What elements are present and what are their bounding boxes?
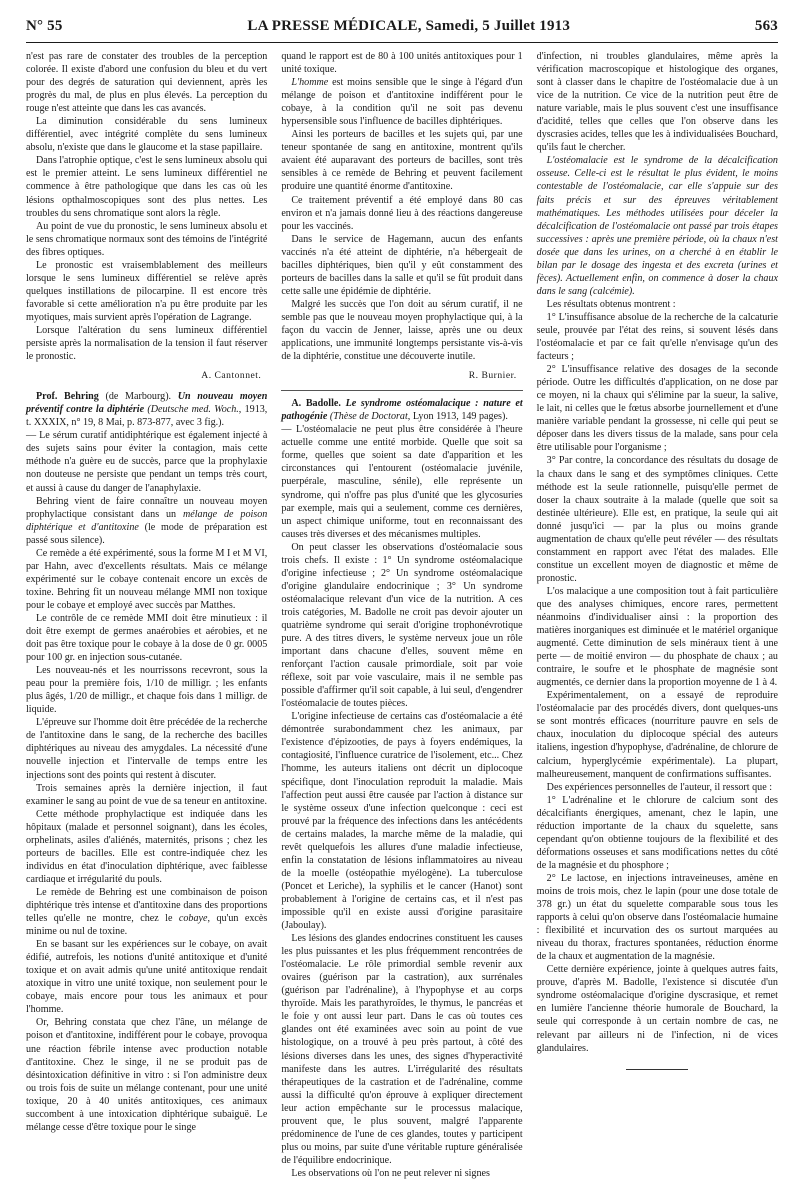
article-reference: , Lyon 1913, 149 pages). [407, 411, 508, 423]
paragraph: Le contrôle de ce remède MMI doit être minutieux : il doit être exempt de germes anaérobies et aérobies, et ne doit pas être toxique pour le cobaye à la dose de 0 gr. 0005 pour 100 gr. en injection sous-cutanée. [26, 612, 268, 664]
article-heading [281, 397, 522, 423]
article-heading [26, 390, 267, 429]
paragraph: L'épreuve sur l'homme doit être précédée de la recherche de l'antitoxine dans le sang, de la recherche des bacilles diphtériques au niveau des amygdales. La nécessité d'une nouvelle injection et l'intervalle de temps entre les injections sont des points qui restent à discuter. [26, 717, 268, 781]
journal-name: LA PRESSE MÉDICALE, [247, 18, 422, 34]
issue-date: Samedi, 5 Juillet 1913 [425, 18, 571, 34]
article-source: (Thèse de Doctorat [327, 411, 408, 423]
journal-title-line [247, 18, 570, 35]
article-reference: , 1913, t. XXXIX, n° 19, 8 Mai, p. 873-877, avec 3 fig.). [26, 404, 268, 429]
paragraph: Or, Behring constata que chez l'âne, un mélange de poison et d'antitoxine, indifférent pour le cobaye, provoqua une réaction fébrile intense avec production notable d'antitoxine. Chez le singe, il ne se produit pas de désintoxication définitive in vitro : si l'on administre deux ou trois fois de suite un mélange contenant, pour une unité toxique, 20 à 40 unités antitoxiques, ces animaux succombent à une intoxication diphtérique subaiguë. Le mélange cesse d'être toxique pour le singe [26, 1017, 268, 1133]
paragraph: L'ostéomalacie est le syndrome de la décalcification osseuse. Celle-ci est le résultat le plus évident, le moins contestable de l'ostéomalacie, car elle s'appuie sur des faits précis et sur des épreuves véritablement mathématiques. Les méthodes utilisées pour déceler la décalcification de l'ostéomalacie ont passé par trois étapes successives : après une première période, où la chaux n'est dosée que dans les urines, on a cherché à en établir le bilan par le dosage des ingesta et des excreta (urines et fèces). Actuellement enfin, on commence à doser la chaux dans le sang (calcémie). [536, 155, 778, 297]
paragraph: Les résultats obtenus montrent : [546, 298, 676, 310]
paragraph: Trois semaines après la dernière injection, il faut examiner le sang au point de vue de sa teneur en antitoxine. [26, 782, 268, 807]
paragraph: L'origine infectieuse de certains cas d'ostéomalacie a été démontrée surabondamment chez les animaux, par l'existence d'épizooties, de pays à foyers endémiques, la contagiosité, l'influence curatrice de l'isolement, etc... Chez l'homme, les auteurs italiens ont décrit un diplocoque spécifique, dont l'inoculation reproduit la maladie. Mais l'affection peut aussi être causée par l'action à distance sur le système osseux d'une infection quelconque : ceci est prouvé par la fréquence des infections dans les antécédents de certains malades, la marche même de la maladie, qui revêt quelquefois les allures d'une maladie infectieuse, enfin la constatation de lésions inflammatoires au niveau de la moelle (ostéopathie myélogène). La tuberculose (Poncet et Leriche), la syphilis et le cancer (Hanot) sont probablement à l'origine de certains cas, et il n'est pas impossible qu'il en existe aussi d'origine parasitaire (Jaboulay). [281, 711, 523, 932]
article-author-location: (de Marbourg). [98, 391, 178, 403]
header-rule [26, 42, 778, 43]
text-run-italic: mélange de poison diphtérique et d'antitoxine [26, 508, 268, 533]
paragraph [26, 886, 267, 938]
paragraph: 1° L'insuffisance absolue de la recherche de la calcaturie seule, prouvée par l'état des reins, si souvent lésés dans l'ostéomalacie et par ce fait qu'elle n'envisage qu'un des facteurs ; [536, 311, 778, 363]
article-columns [26, 50, 778, 1179]
author-signature: A. Cantonnet. [201, 370, 262, 382]
author-signature: R. Burnier. [468, 370, 517, 382]
text-run: Behring vient de faire connaître un nouveau moyen prophylactique consistant dans un [26, 495, 268, 520]
paragraph: — L'ostéomalacie ne peut plus être considérée à l'heure actuelle comme une entité morbide. Quelle que soit sa forme, quelles que soient sa date d'apparition et les circonstances qui l'entourent (ostéomalacie juvénile, puerpérale, masculine, sénile), elle représente un syndrome, qui n'offre pas plus d'unité que les glycosuries par exemple, mais qui a seulement, comme ces dernières, un aspect chimique uniforme, tout en reconnaissant des causes très diverses et des mécanismes multiples. [281, 424, 523, 540]
paragraph: Dans l'atrophie optique, c'est le sens lumineux absolu qui est le premier atteint. Le sens lumineux différentiel ne commence à être pathologique que dans les cas où les lésions opthalmoscopiques sont des plus nettes. Les troubles du sens chromatique sont alors la règle. [26, 155, 268, 219]
end-rule [626, 1069, 688, 1070]
paragraph: Ainsi les porteurs de bacilles et les sujets qui, par une teneur spontanée de sang en antitoxine, montrent qu'ils avaient été auparavant des porteurs de bacilles, sont très sensibles à ce remède de Behring et peuvent facilement produire une quantité énorme d'antitoxine. [281, 129, 523, 193]
paragraph: — Le sérum curatif antidiphtérique est également injecté à des sujets sains pour éviter la contagion, mais cette méthode n'a guère eu de succès, parce que la prophylaxie non douteuse ne persiste que pendant un temps très court, et aussi à cause du danger de l'anaphylaxie. [26, 430, 268, 494]
paragraph: L'os malacique a une composition tout à fait particulière que des analyses chimiques, encore rares, permettent néanmoins d'individualiser ainsi : la proportion des matières inorganiques est diminuée et le matériel organique augmenté. Cette diminution de sels minéraux tient à une perte — de moitié environ — du phosphate de chaux ; au contraire, le soufre et le phosphate de magnésie sont augmentés, ce dernier dans la proportion moyenne de 1 à 4. [536, 585, 778, 689]
paragraph: Les lésions des glandes endocrines constituent les causes les plus puissantes et les plus fréquemment rencontrées de l'ostéomalacie. Le rôle primordial semble revenir aux ovaires (guérison par la castration), aux surrénales (guérison par l'adrénaline), à l'hypophyse et au corps thyroïde. Mais les parathyroïdes, le thymus, le pancréas et le foie y ont aussi leur part. Dans le cas où toutes ces glandes ont été examinées avec soin au point de vue histologique, on a trouvé à peu près partout, à côté des lésions diverses dans les unes, des signes d'hyperactivité manifeste dans les autres. L'irrégularité des résultats thérapeutiques de la castration et de l'adrénaline, comme aussi la difficulté qu'on éprouve à expliquer directement leur action empêchante sur le processus malacique, prouvent que, le plus souvent, malgré l'apparente prédominence de l'une de ces glandes, toutes y participent plus ou moins, par suite d'une véritable rupture généralisée de l'équilibre endocrinique. [281, 933, 523, 1166]
paragraph: 1° L'adrénaline et le chlorure de calcium sont des décalcifiants énergiques, amenant, chez le lapin, une réduction importante de la chaux du squelette, sans cependant qu'on obtienne toujours de la flexibilité et des déformations osseuses et sans modifications nettes du côté de la magnésie et du phosphore ; [536, 794, 778, 871]
paragraph: Ce remède a été expérimenté, sous la forme M I et M VI, par Hahn, avec d'excellents résultats. Mais ce mélange expérimenté sur le cobaye contenait encore un excès de toxine. Behring fit un nouveau mélange MMI non toxique pour le cobaye et employé avec succès par Matthes. [26, 547, 268, 611]
paragraph: Le pronostic est vraisemblablement des meilleurs lorsque le sens lumineux différentiel se relève après quelques instillations de pilocarpine. Il est encore très favorable si cette amélioration n'a pu être produite par les myotiques, mais survient après l'opération de Lagrange. [26, 259, 268, 323]
column-3 [537, 50, 778, 1180]
paragraph: Malgré les succès que l'on doit au sérum curatif, il ne semble pas que le nouveau moyen prophylactique qui, à la façon du vaccin de Jenner, laisse, après une ou deux applications, une immunité longtemps persistante vis-à-vis de la diphtérie, constitue une découverte inutile. [281, 298, 523, 363]
page-number: 563 [754, 18, 778, 34]
text-run-italic: cobaye [178, 913, 208, 925]
paragraph: Lorsque l'altération du sens lumineux différentiel persiste après la normalisation de la tension il faut réserver le pronostic. [26, 324, 268, 363]
text-run: , qu'un excès minime ou nul de toxine. [26, 913, 268, 938]
issue-number: N° 55 [26, 18, 63, 34]
running-head [26, 18, 778, 40]
newspaper-page [26, 18, 778, 1179]
paragraph: On peut classer les observations d'ostéomalacie sous trois chefs. Il existe : 1° Un syndrome ostéomalacique d'origine infectieuse ; 2° Un syndrome ostéomalacique d'origine glandulaire endocrinique ; 3° Un syndrome ostéomalacique relevant d'un vice de la nutrition. A ces trois catégories, M. Badolle ne croit pas devoir ajouter un quatrième syndrome qui serait d'origine trophonévrotique pure. A des titres divers, le système nerveux joue un rôle important dans chacune d'elles, souvent même en renforçant l'action causale primordiale, soit par voie réflexe, soit par voie vasculaire, mais il ne semble pas possible d'affirmer qu'il soit capable, à lui seul, d'engendrer l'ostéomalacie de toutes pièces. [281, 541, 523, 710]
paragraph: Dans le service de Hagemann, aucun des enfants vaccinés n'a été atteint de diphtérie, n'a hébergeait de bacilles diphtériques, bien qu'il y eût constamment des porteurs de bacilles dans la salle et qu'il se fût produit dans cette salle une épidémie de diphtérie. [281, 233, 523, 297]
paragraph: Expérimentalement, on a essayé de reproduire l'ostéomalacie par des procédés divers, dont quelques-uns se sont montrés efficaces (nourriture pauvre en sels de chaux, inoculation du diplocoque spécial des auteurs italiens, ingestion d'hypophyse, d'adrénaline, de chlorure de calcium, hyperglycémie expérimentale). La plupart, malheureusement, manquent de confirmations suffisantes. [536, 690, 778, 780]
paragraph: Des expériences personnelles de l'auteur, il ressort que : [546, 781, 773, 793]
paragraph: Cette méthode prophylactique est indiquée dans les hôpitaux (malade et personnel soignant), dans les écoles, orphelinats, asiles d'aliénés, maternités, prisons ; chez les porteurs de bacilles. Elle est contre-indiquée chez les individus en état d'inoculation diphtérique, avec faiblesse cardiaque et irrégularité du pouls. [26, 808, 268, 885]
article-source: (Deutsche med. Woch. [144, 404, 239, 416]
paragraph: 2° L'insuffisance relative des dosages de la seconde période. Outre les difficultés d'application, on ne dose par ce moyen, ni la chaux qui s'élimine par la sueur, la salive, le lait, ni celles que le fœtus absorbe journellement et d'une manière variable pendant la grossesse, ni celle qui peut se déposer dans les divers tissus de la malade, sans pour cela être utilisable pour l'organisme ; [536, 364, 778, 454]
paragraph: Les observations où l'on ne peut relever ni signes [291, 1167, 490, 1179]
article-author: A. Badolle. [291, 398, 341, 410]
paragraph: Ce traitement préventif a été employé dans 80 cas environ et n'a jamais donné lieu à des réactions dangereuse pour les vaccinés. [281, 194, 523, 232]
paragraph: En se basant sur les expériences sur le cobaye, on avait édifié, autrefois, les notions d'unité antitoxique et d'unité toxique et on avait admis qu'une unité antitoxique rendait atoxique in vitro une unité toxique, non seulement pour le cobaye, mais encore pour tous les animaux et pour l'homme. [26, 939, 268, 1016]
article-title: Un nouveau moyen préventif contre la diphtérie [26, 391, 268, 416]
paragraph: d'infection, ni troubles glandulaires, même après la vérification macroscopique et histologique des organes, sont à classer dans le chapitre de l'ostéomalacie due à un vice de la nutrition. Ce vice de la nutrition peut être de nature variable, mais le plus souvent c'est une insuffisance d'acidité, telles que celles que l'on observe dans les dyscrasies acides, telles que les à individualisées Bouchard, qu'ils faut le chercher. [536, 51, 778, 154]
paragraph: Les nouveau-nés et les nourrissons recevront, sous la peau pour la première fois, 1/10 de milligr. ; les enfants plus âgés, 1/20 de milligr., et chaque fois dans 1 milligr. de liquide. [26, 665, 268, 716]
article-author: Prof. Behring [36, 391, 99, 403]
paragraph [281, 76, 522, 128]
paragraph: n'est pas rare de constater des troubles de la perception colorée. Il existe d'abord une confusion du bleu et du vert pour des degrés de saturation qui deviennent, après les progrès du mal, de plus en plus élevés. La perception du rouge n'est atteinte que dans les cas avancés. [26, 51, 268, 115]
text-run-italic: L'homme [291, 77, 329, 89]
column-2 [281, 50, 522, 1180]
text-run: (le mode de préparation est passé sous silence). [26, 521, 268, 546]
paragraph [26, 495, 267, 547]
text-run: Le remède de Behring est une combinaison de poison diphtérique très intense et d'antitoxine dans des proportions telles qu'elle ne montre, chez le [26, 886, 268, 925]
column-1 [26, 50, 267, 1180]
paragraph: Au point de vue du pronostic, le sens lumineux absolu et le sens chromatique normaux sont des témoins de l'intégrité des fibres optiques. [26, 220, 268, 258]
article-title: Le syndrome ostéomalacique : nature et pathogénie [281, 398, 523, 423]
paragraph: 2° Le lactose, en injections intraveineuses, amène en moins de trois mois, chez le lapin (pour une dose totale de 378 gr.) un état du squelette comparable sous tous les rapports à celui qu'on observe dans l'ostéomalacie humaine : flexibilité et incurvation des os surtout marquées au niveau du thorax, fractures spontanées, réduction énorme de la chaux et augmentation de la magnésie. [536, 872, 778, 963]
article-separator [281, 390, 522, 391]
text-run: est moins sensible que le singe à l'égard d'un mélange de poison et d'antitoxine indifférent pour le cobaye, à la condition qu'il ne soit pas devenu hypersensible sous l'influence de bacilles diphtériques. [281, 77, 523, 128]
paragraph: 3° Par contre, la concordance des résultats du dosage de la chaux dans le sang et des symptômes cliniques. Cette méthode est la seule rationnelle, puisqu'elle permet de doser la chaux soutraite à la malade (quelle que soit sa destinée ultérieure). Elle est, en pratique, la seule qui ait donné jusqu'ici — par la plus ou moins grande augmentation de chaux qu'elle peut révéler — des résultats constamment en rapport avec l'état des malades. Elle constitue un excellent moyen de diagnostic et même de pronostic. [536, 455, 778, 584]
paragraph: quand le rapport est de 80 à 100 unités antitoxiques pour 1 unité toxique. [281, 51, 523, 76]
paragraph: Cette dernière expérience, jointe à quelques autres faits, prouve, d'après M. Badolle, l'existence si discutée d'un syndrome ostéomalacique d'origine dyscrasique, et remet en lumière l'ancienne théorie humorale de Bouchard, la seule qui corresponde à un certain nombre de cas, ne relevant par ailleurs ni de l'infection, ni de vices glandulaires. [536, 964, 778, 1054]
paragraph: La diminution considérable du sens lumineux différentiel, avec intégrité complète du sens lumineux absolu, n'existe que dans le glaucome et la stase papillaire. [26, 116, 268, 154]
